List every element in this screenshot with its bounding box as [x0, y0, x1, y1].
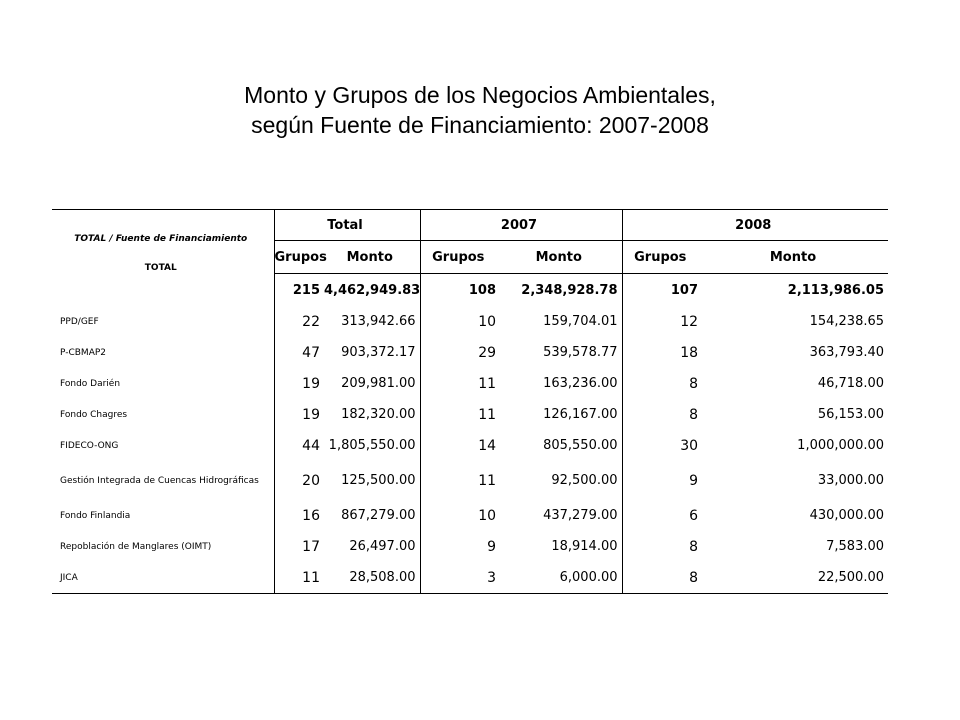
total-row — [52, 274, 888, 307]
cell: 12 — [622, 306, 702, 337]
sub-header: Grupos — [622, 241, 702, 274]
cell: 19 — [302, 406, 320, 423]
row-label: Gestión Integrada de Cuencas Hidrográficas — [52, 461, 274, 500]
cell: 159,704.01 — [543, 314, 618, 329]
cell: 19 — [302, 375, 320, 392]
cell: 430,000.00 — [809, 508, 885, 523]
corner-label: TOTAL / Fuente de Financiamiento — [74, 234, 248, 244]
row-label: JICA — [52, 562, 274, 594]
cell: 7,583.00 — [826, 539, 885, 554]
table-row — [52, 461, 888, 500]
cell: 10 — [420, 500, 500, 531]
cell: 805,550.00 — [543, 438, 618, 453]
cell: 17 — [302, 538, 320, 555]
cell: 30 — [622, 430, 702, 461]
cell: 126,167.00 — [543, 407, 618, 422]
cell: 22,500.00 — [702, 562, 888, 594]
cell: 8 — [622, 368, 702, 399]
cell: 539,578.77 — [543, 345, 618, 360]
title-line-2: según Fuente de Financiamiento: 2007-2008 — [251, 112, 709, 138]
row-label: Repoblación de Manglares (OIMT) — [52, 531, 274, 562]
table-row — [52, 500, 888, 531]
row-label: PPD/GEF — [52, 306, 274, 337]
cell: 108 — [420, 274, 500, 307]
table-row — [52, 306, 888, 337]
sub-header: Grupos — [274, 241, 324, 274]
cell: 154,238.65 — [809, 314, 885, 329]
year-header-2008: 2008 — [622, 210, 888, 241]
total-row-label — [52, 274, 274, 307]
cell: 22 — [302, 313, 320, 330]
cell: 209,981.00 — [341, 376, 416, 391]
row-label: Fondo Darién — [52, 368, 274, 399]
sub-header: Grupos — [420, 241, 500, 274]
cell: 47 — [302, 344, 320, 361]
cell: 18,914.00 — [551, 539, 618, 554]
cell: 10 — [420, 306, 500, 337]
cell: 125,500.00 — [341, 473, 416, 488]
cell: 18 — [622, 337, 702, 368]
table-row — [52, 368, 888, 399]
cell: 4,462,949.83 — [324, 282, 421, 298]
cell: 437,279.00 — [543, 508, 618, 523]
cell: 33,000.00 — [817, 473, 885, 488]
year-header-2007: 2007 — [420, 210, 622, 241]
row-label: Fondo Finlandia — [52, 500, 274, 531]
cell: 2,113,986.05 — [787, 282, 885, 298]
cell: 313,942.66 — [341, 314, 416, 329]
table-row — [52, 337, 888, 368]
cell: 6,000.00 — [500, 562, 622, 594]
row-label: Fondo Chagres — [52, 399, 274, 430]
sub-header: Monto — [324, 241, 420, 274]
cell: 8 — [622, 531, 702, 562]
cell: 8 — [622, 399, 702, 430]
cell: 11 — [420, 399, 500, 430]
sub-header: Monto — [500, 241, 622, 274]
sub-header: Monto — [702, 241, 888, 274]
row-label: P-CBMAP2 — [52, 337, 274, 368]
cell: 16 — [302, 507, 320, 524]
cell: 29 — [420, 337, 500, 368]
cell: 9 — [622, 461, 702, 500]
table-row — [52, 430, 888, 461]
cell: 11 — [420, 461, 500, 500]
financing-table — [52, 209, 888, 594]
cell: 3 — [420, 562, 500, 594]
cell: 46,718.00 — [817, 376, 885, 391]
cell: 867,279.00 — [341, 508, 416, 523]
cell: 9 — [420, 531, 500, 562]
table-row — [52, 399, 888, 430]
cell: 20 — [302, 472, 320, 489]
table-row — [52, 531, 888, 562]
cell: 182,320.00 — [341, 407, 416, 422]
cell: 107 — [622, 274, 702, 307]
cell: 26,497.00 — [349, 539, 416, 554]
cell: 28,508.00 — [324, 562, 420, 594]
corner-total-label: TOTAL — [144, 263, 177, 273]
corner-header — [52, 210, 274, 274]
cell: 14 — [420, 430, 500, 461]
cell: 6 — [622, 500, 702, 531]
cell: 903,372.17 — [341, 345, 416, 360]
cell: 92,500.00 — [551, 473, 618, 488]
cell: 2,348,928.78 — [521, 282, 618, 298]
title-line-1: Monto y Grupos de los Negocios Ambientales, — [244, 82, 716, 108]
table-row — [52, 562, 888, 594]
cell: 1,805,550.00 — [328, 438, 416, 453]
cell: 163,236.00 — [543, 376, 618, 391]
cell: 1,000,000.00 — [797, 438, 885, 453]
cell: 363,793.40 — [809, 345, 885, 360]
cell: 11 — [274, 562, 324, 594]
cell: 11 — [420, 368, 500, 399]
year-header-total: Total — [274, 210, 420, 241]
cell: 44 — [302, 437, 320, 454]
cell: 56,153.00 — [817, 407, 885, 422]
row-label: FIDECO-ONG — [52, 430, 274, 461]
cell: 215 — [292, 282, 320, 298]
page-title — [0, 80, 960, 140]
cell: 8 — [622, 562, 702, 594]
